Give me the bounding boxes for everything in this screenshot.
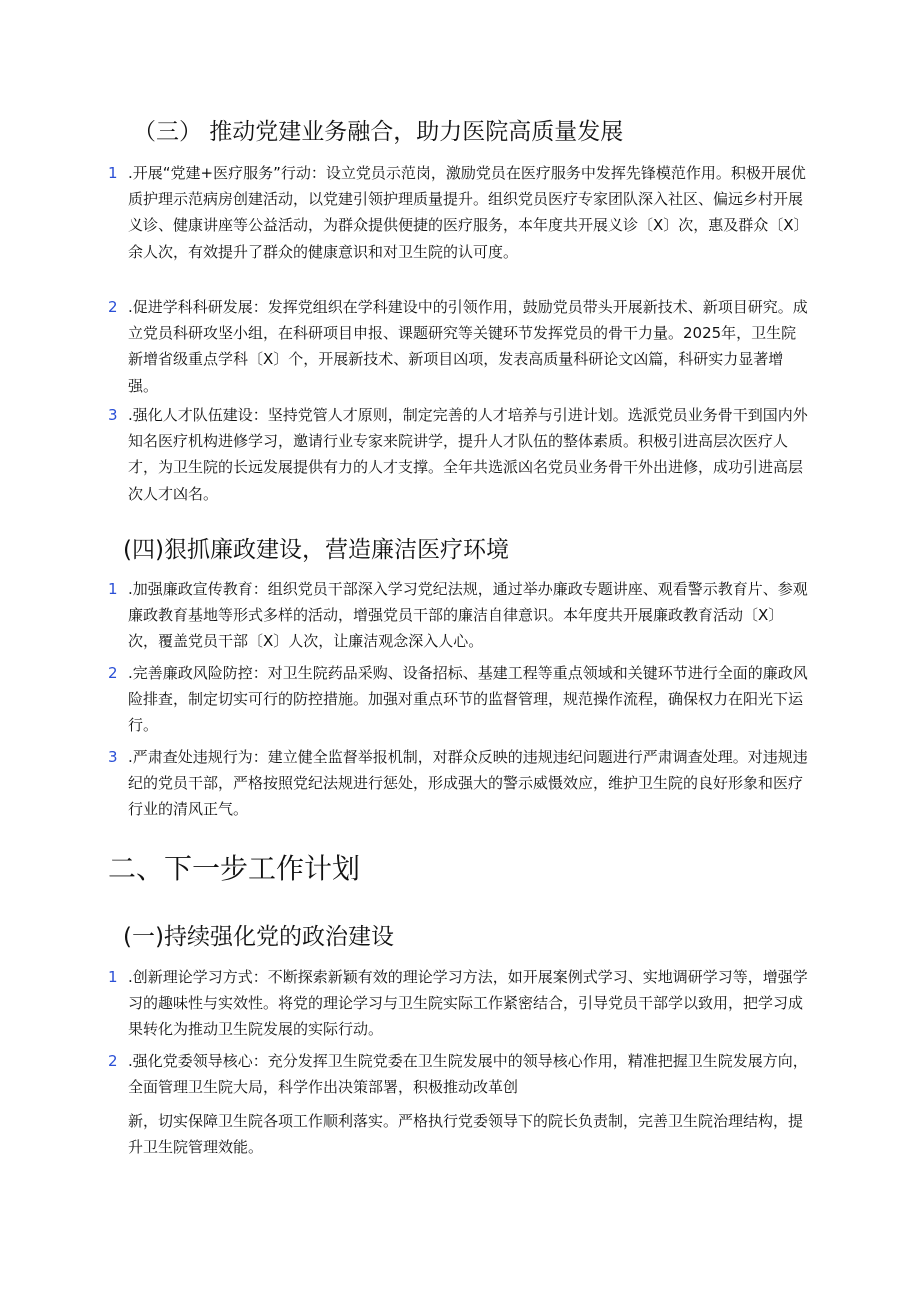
section-heading-4: (四)狠抓廉政建设，营造廉洁医疗环境 (123, 537, 509, 563)
list-item (108, 660, 808, 739)
list-text: .严肃查处违规行为：建立健全监督举报机制，对群众反映的违规违纪问题进行严肃调查处理。对违规违纪的党员干部，严格按照党纪法规进行惩处，形成强大的警示威慑效应，维护卫生院的良好形象和医疗行业的清风正气。 (128, 748, 808, 819)
list-item (108, 160, 808, 265)
list-item (108, 1048, 808, 1100)
list-text: .开展“党建+医疗服务”行动：设立党员示范岗，激励党员在医疗服务中发挥先锋模范作用。积极开展优质护理示范病房创建活动，以党建引领护理质量提升。组织党员医疗专家团队深入社区、偏远乡村开展义诊、健康讲座等公益活动，为群众提供便捷的医疗服务，本年度共开展义诊〔X〕次，惠及群众〔X〕余人次，有效提升了群众的健康意识和对卫生院的认可度。 (128, 164, 806, 261)
list-item (108, 744, 808, 823)
list-item (108, 402, 808, 507)
list-number: 1 (108, 580, 118, 598)
section-heading-3: （三） 推动党建业务融合，助力医院高质量发展 (133, 119, 624, 145)
list-text: .加强廉政宣传教育：组织党员干部深入学习党纪法规，通过举办廉政专题讲座、观看警示教育片、参观廉政教育基地等形式多样的活动，增强党员干部的廉洁自律意识。本年度共开展廉政教育活动〔X〕次，覆盖党员干部〔X〕人次，让廉洁观念深入人心。 (128, 580, 808, 651)
list-number: 1 (108, 164, 118, 182)
continuation-paragraph: 新，切实保障卫生院各项工作顺利落实。严格执行党委领导下的院长负责制，完善卫生院治理结构，提升卫生院管理效能。 (128, 1112, 804, 1157)
list-item (108, 576, 808, 655)
part-heading: 二、下一步工作计划 (108, 852, 361, 885)
list-number: 2 (108, 1052, 118, 1070)
list-text: .强化人才队伍建设：坚持党管人才原则，制定完善的人才培养与引进计划。选派党员业务骨干到国内外知名医疗机构进修学习，邀请行业专家来院讲学，提升人才队伍的整体素质。积极引进高层次医疗人才，为卫生院的长远发展提供有力的人才支撑。全年共选派凶名党员业务骨干外出进修，成功引进高层次人才凶名。 (128, 406, 808, 503)
list-number: 1 (108, 968, 118, 986)
list-number: 2 (108, 664, 118, 682)
list-text: .促进学科科研发展：发挥党组织在学科建设中的引领作用，鼓励党员带头开展新技术、新项目研究。成立党员科研攻坚小组，在科研项目申报、课题研究等关键环节发挥党员的骨干力量。2025年，卫生院新增省级重点学科〔X〕个，开展新技术、新项目凶项，发表高质量科研论文凶篇，科研实力显著增强。 (128, 298, 808, 395)
list-number: 3 (108, 406, 118, 424)
list-item (108, 294, 808, 399)
list-text: .强化党委领导核心：充分发挥卫生院党委在卫生院发展中的领导核心作用，精准把握卫生院发展方向，全面管理卫生院大局，科学作出决策部署，积极推动改革创 (128, 1052, 808, 1097)
section-heading-1: (一)持续强化党的政治建设 (123, 924, 394, 950)
list-number: 2 (108, 298, 118, 316)
list-number: 3 (108, 748, 118, 766)
list-item (108, 964, 808, 1043)
list-text: .完善廉政风险防控：对卫生院药品采购、设备招标、基建工程等重点领域和关键环节进行全面的廉政风险排查，制定切实可行的防控措施。加强对重点环节的监督管理，规范操作流程，确保权力在阳光下运行。 (128, 664, 808, 735)
list-text: .创新理论学习方式：不断探索新颖有效的理论学习方法，如开展案例式学习、实地调研学习等，增强学习的趣味性与实效性。将党的理论学习与卫生院实际工作紧密结合，引导党员干部学以致用，把学习成果转化为推动卫生院发展的实际行动。 (128, 968, 808, 1039)
